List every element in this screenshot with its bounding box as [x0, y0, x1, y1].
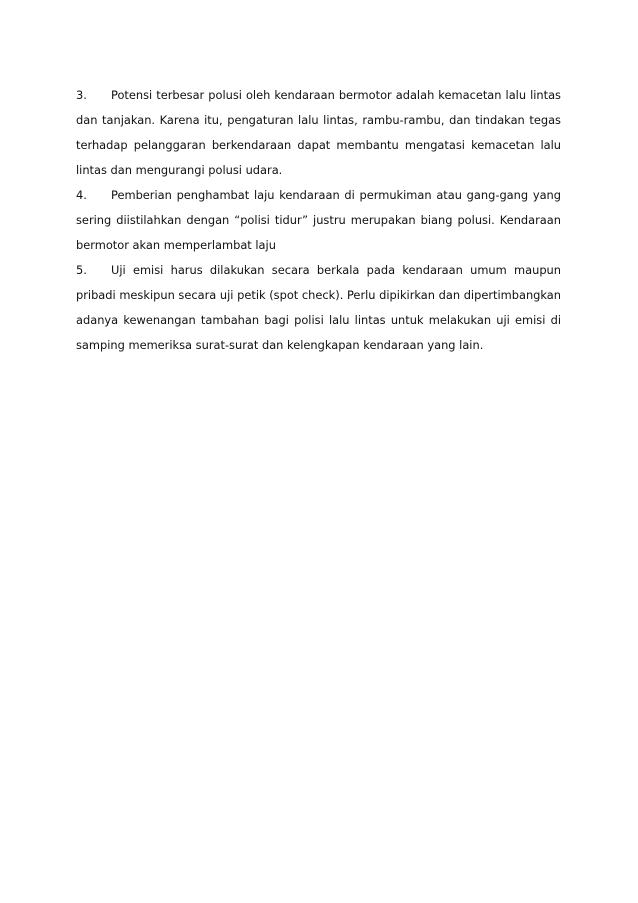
list-item-4 [76, 183, 561, 258]
list-item-number: 4. [76, 188, 87, 202]
list-item-number: 3. [76, 88, 87, 102]
list-item-text: Potensi terbesar polusi oleh kendaraan bermotor adalah kemacetan lalu lintas dan tanjakan. Karena itu, pengaturan lalu lintas, rambu-rambu, dan tindakan tegas terhadap pelanggaran berkendaraan dapat membantu mengatasi kemacetan lalu lintas dan mengurangi polusi udara. [76, 88, 561, 177]
document-body [76, 83, 561, 358]
list-item-text: Pemberian penghambat laju kendaraan di permukiman atau gang-gang yang sering diistilahkan dengan “polisi tidur” justru merupakan biang polusi. Kendaraan bermotor akan memperlambat laju [76, 188, 561, 252]
list-item-5 [76, 258, 561, 358]
list-item-3 [76, 83, 561, 183]
list-item-text: Uji emisi harus dilakukan secara berkala pada kendaraan umum maupun pribadi meskipun secara uji petik (spot check). Perlu dipikirkan dan dipertimbangkan adanya kewenangan tambahan bagi polisi lalu lintas untuk melakukan uji emisi di samping memeriksa surat-surat dan kelengkapan kendaraan yang lain. [76, 263, 561, 352]
list-item-number: 5. [76, 263, 87, 277]
